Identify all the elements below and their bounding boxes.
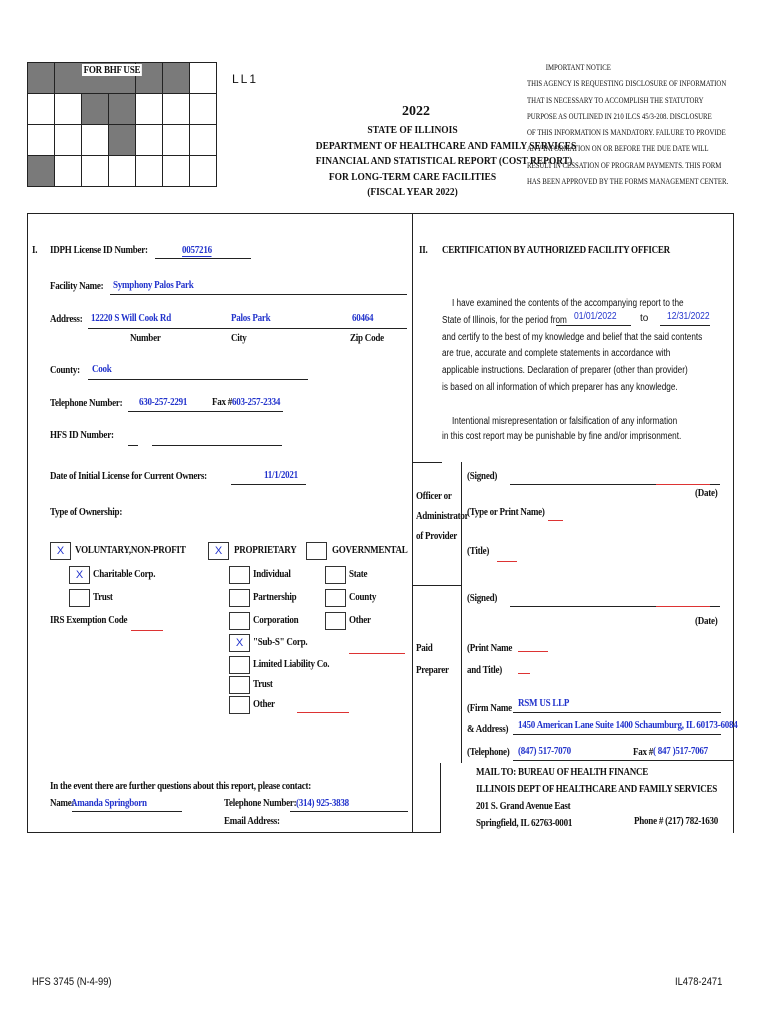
prop-other-field[interactable] — [297, 712, 349, 713]
preparer-date-field[interactable] — [656, 606, 710, 607]
address-label: Address: — [50, 313, 83, 325]
warning-line: in this cost report may be punishable by fine and/or imprisonment. — [442, 431, 682, 442]
warning-line: Intentional misrepresentation or falsification of any information — [452, 416, 678, 427]
important-notice — [527, 60, 728, 190]
notice-line: OF THIS INFORMATION IS MANDATORY. FAILURE TO PROVIDE — [527, 128, 726, 138]
proprietary-checkbox[interactable]: X — [208, 542, 229, 560]
period-to-underline — [660, 325, 710, 326]
state-checkbox[interactable] — [325, 566, 346, 584]
officer-title-label: (Title) — [467, 545, 490, 557]
preparer-name-field[interactable] — [518, 651, 548, 652]
trust-label: Trust — [93, 591, 113, 603]
state-label: State — [349, 568, 368, 580]
hfs-label: HFS ID Number: — [50, 429, 114, 441]
contact-name-label: Name: — [50, 797, 75, 809]
print-name-label — [467, 637, 512, 681]
city-caption: City — [231, 332, 247, 344]
contact-phone-underline — [290, 811, 408, 812]
bhf-use-grid — [27, 62, 217, 187]
officer-label-line: of Provider — [416, 530, 457, 542]
facility-underline — [110, 294, 407, 295]
preparer-date-label: (Date) — [695, 615, 718, 627]
form-code: LL1 — [232, 72, 259, 86]
officer-box-top — [412, 462, 442, 463]
print-name-line: (Print Name — [467, 642, 513, 654]
trust-checkbox[interactable] — [69, 589, 90, 607]
llc-checkbox[interactable] — [229, 656, 250, 674]
cert-line: I have examined the contents of the accompanying report to the — [452, 298, 684, 309]
cert-line: State of Illinois, for the period from — [442, 315, 567, 326]
cert-line: applicable instructions. Declaration of preparer (other than provider) — [442, 365, 688, 376]
city-value[interactable]: Palos Park — [231, 312, 271, 324]
corporation-checkbox[interactable] — [229, 612, 250, 630]
officer-name-label: (Type or Print Name) — [467, 506, 545, 518]
preparer-title-field[interactable] — [518, 673, 530, 674]
notice-line: HAS BEEN APPROVED BY THE FORMS MANAGEMENT CENTER. — [527, 177, 729, 187]
idph-underline — [155, 258, 251, 259]
charitable-label: Charitable Corp. — [93, 568, 156, 580]
individual-checkbox[interactable] — [229, 566, 250, 584]
officer-date-label: (Date) — [695, 487, 718, 499]
idph-value[interactable]: 0057216 — [182, 244, 212, 256]
firm-address-value[interactable]: 1450 American Lane Suite 1400 Schaumburg, IL 60173-6084 — [518, 719, 738, 731]
subs-corp-label: "Sub-S" Corp. — [253, 636, 308, 648]
county-checkbox[interactable] — [325, 589, 346, 607]
cert-line: and certify to the best of my knowledge and belief that the said contents — [442, 332, 703, 343]
firm-label-line: (Firm Name — [467, 702, 512, 714]
corporation-label: Corporation — [253, 614, 299, 626]
section-1-number: I. — [32, 244, 38, 256]
title-line: (FISCAL YEAR 2022) — [367, 186, 458, 198]
prop-trust-checkbox[interactable] — [229, 676, 250, 694]
gov-other-field[interactable] — [349, 653, 405, 654]
officer-label — [416, 486, 468, 546]
form-id: IL478-2471 — [675, 976, 723, 988]
gov-other-checkbox[interactable] — [325, 612, 346, 630]
county-underline — [88, 379, 308, 380]
zip-caption: Zip Code — [350, 332, 384, 344]
license-date-value[interactable]: 11/1/2021 — [264, 469, 298, 481]
officer-label-line: Administrator — [416, 510, 469, 522]
license-date-label: Date of Initial License for Current Owners: — [50, 470, 207, 482]
notice-line: THAT IS NECESSARY TO ACCOMPLISH THE STATUTORY — [527, 95, 704, 105]
number-caption: Number — [130, 332, 161, 344]
title-line: DEPARTMENT OF HEALTHCARE AND FAMILY SERVICES — [315, 139, 577, 152]
notice-line: IMPORTANT NOTICE — [545, 63, 611, 72]
facility-label: Facility Name: — [50, 280, 104, 292]
period-from-value[interactable]: 01/01/2022 — [574, 311, 617, 322]
subs-corp-checkbox[interactable]: X — [229, 634, 250, 652]
preparer-label — [416, 637, 449, 681]
section-2-number: II. — [419, 244, 428, 256]
governmental-checkbox[interactable] — [306, 542, 327, 560]
partnership-checkbox[interactable] — [229, 589, 250, 607]
email-label: Email Address: — [224, 815, 280, 827]
period-from-underline — [556, 325, 631, 326]
firm-name-underline — [513, 712, 721, 713]
form-number: HFS 3745 (N-4-99) — [32, 976, 112, 988]
notice-line: ANY INFORMATION ON OR BEFORE THE DUE DATE WILL — [527, 144, 709, 154]
facility-value[interactable]: Symphony Palos Park — [113, 279, 194, 291]
preparer-fax-value[interactable]: ( 847 )517-7067 — [653, 745, 708, 757]
mail-phone: Phone # (217) 782-1630 — [634, 815, 719, 827]
print-name-line: and Title) — [467, 664, 503, 676]
llc-label: Limited Liability Co. — [253, 658, 330, 670]
county-own-label: County — [349, 591, 377, 603]
notice-line: THIS AGENCY IS REQUESTING DISCLOSURE OF INFORMATION — [527, 79, 727, 89]
section-2-title: CERTIFICATION BY AUTHORIZED FACILITY OFFICER — [442, 244, 670, 256]
charitable-checkbox[interactable]: X — [69, 566, 90, 584]
license-date-underline — [231, 484, 306, 485]
divider-lower — [440, 763, 441, 833]
preparer-signed-label: (Signed) — [467, 592, 498, 604]
street-value[interactable]: 12220 S Will Cook Rd — [91, 312, 171, 324]
partnership-label: Partnership — [253, 591, 297, 603]
officer-title-field[interactable] — [497, 561, 517, 562]
contact-name-underline — [72, 811, 182, 812]
fax-value[interactable]: 603-257-2334 — [232, 396, 281, 408]
hfs-tick — [128, 445, 138, 446]
firm-address-underline — [513, 734, 721, 735]
contact-phone-label: Telephone Number: — [224, 797, 297, 809]
title-line: FOR LONG-TERM CARE FACILITIES — [328, 170, 497, 183]
fax-label: Fax # — [212, 396, 233, 408]
phone-underline — [128, 411, 283, 412]
notice-line: PURPOSE AS OUTLINED IN 210 ILCS 45/3-208. DISCLOSURE — [527, 111, 712, 121]
proprietary-label: PROPRIETARY — [234, 544, 297, 556]
prop-other-label: Other — [253, 698, 275, 710]
firm-label — [467, 698, 512, 740]
county-label: County: — [50, 364, 80, 376]
preparer-phone-label: (Telephone) — [467, 746, 510, 758]
officer-date-field[interactable] — [656, 484, 710, 485]
notice-line: RESULT IN CESSATION OF PROGRAM PAYMENTS. THIS FORM — [527, 160, 722, 170]
mail-line: 201 S. Grand Avenue East — [476, 800, 571, 812]
county-value[interactable]: Cook — [92, 363, 112, 375]
officer-name-field[interactable] — [548, 520, 563, 521]
mail-line: Springfield, IL 62763-0001 — [476, 817, 573, 829]
gov-other-label: Other — [349, 614, 371, 626]
phone-label: Telephone Number: — [50, 397, 123, 409]
voluntary-label: VOLUNTARY,NON-PROFIT — [75, 544, 186, 556]
firm-name-value[interactable]: RSM US LLP — [518, 697, 570, 709]
prop-trust-label: Trust — [253, 678, 273, 690]
preparer-phone-underline — [513, 760, 733, 761]
contact-phone-value[interactable]: (314) 925-3838 — [296, 797, 349, 809]
form-title — [315, 123, 577, 201]
individual-label: Individual — [253, 568, 291, 580]
ownership-label: Type of Ownership: — [50, 506, 123, 518]
year: 2022 — [402, 104, 430, 119]
bhf-use-label: FOR BHF USE — [83, 64, 141, 76]
mail-line: MAIL TO: BUREAU OF HEALTH FINANCE — [476, 766, 649, 778]
preparer-phone-value[interactable]: (847) 517-7070 — [518, 745, 571, 757]
preparer-fax-label: Fax # — [633, 746, 654, 758]
preparer-label-line: Preparer — [416, 664, 449, 676]
irs-label: IRS Exemption Code — [50, 614, 128, 626]
cert-line: is based on all information of which preparer has any knowledge. — [442, 382, 678, 393]
phone-value[interactable]: 630-257-2291 — [139, 396, 188, 408]
officer-label-line: Officer or — [416, 490, 452, 502]
period-to-label: to — [640, 313, 649, 324]
contact-intro: In the event there are further questions about this report, please contact: — [50, 780, 311, 792]
firm-label-line: & Address) — [467, 723, 509, 735]
voluntary-checkbox[interactable]: X — [50, 542, 71, 560]
zip-value[interactable]: 60464 — [352, 312, 374, 324]
preparer-label-line: Paid — [416, 642, 433, 654]
governmental-label: GOVERNMENTAL — [332, 544, 408, 556]
irs-code-field[interactable] — [131, 630, 163, 631]
frame-bottom-left — [27, 832, 441, 833]
title-line: STATE OF ILLINOIS — [367, 124, 458, 136]
prop-other-checkbox[interactable] — [229, 696, 250, 714]
contact-name-value[interactable]: Amanda Springborn — [71, 797, 147, 809]
officer-signed-label: (Signed) — [467, 470, 498, 482]
address-underline — [88, 328, 407, 329]
period-to-value[interactable]: 12/31/2022 — [667, 311, 710, 322]
hfs-underline[interactable] — [152, 445, 282, 446]
idph-label: IDPH License ID Number: — [50, 244, 148, 256]
title-line: FINANCIAL AND STATISTICAL REPORT (COST REPORT) — [315, 155, 573, 167]
mail-line: ILLINOIS DEPT OF HEALTHCARE AND FAMILY SERVICES — [476, 783, 718, 795]
cert-line: are true, accurate and complete statements in accordance with — [442, 348, 671, 359]
